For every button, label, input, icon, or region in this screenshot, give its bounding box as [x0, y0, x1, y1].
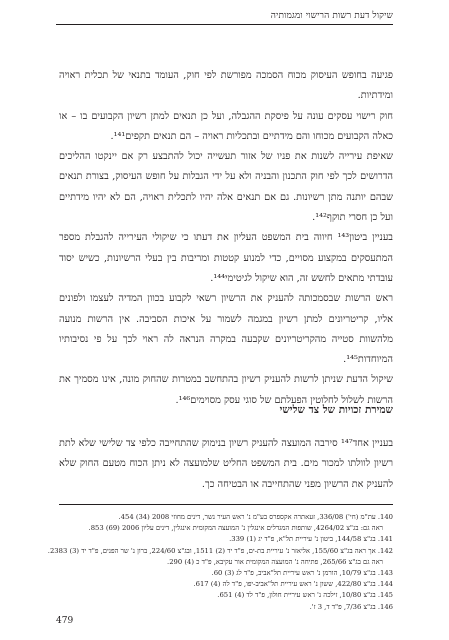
- running-head: שיקול דעת רשות הרישוי ומגמותיה: [270, 11, 393, 21]
- header-rule: [56, 24, 393, 25]
- footnote-rule: [59, 504, 393, 505]
- paragraph: שיקול הדעת שניתן לרשות להעניק רשיון בהתחשב במטרות שהחוק מונה, אינו מסמיך את הרשות לשלול לחלוטין הפעלתם של סוגי עסק מסוימים¹⁴⁶.: [59, 374, 393, 406]
- paragraph: ראש הרשות שבסמכותה להעניק את הרשיון רשאי לקבוע בכוון המדיה לעצמו ולפונים אליו, קריטריונים למתן רשיון במגמה לשמור על איכות הסביבה. אין הרשות מנועה מלהשוות סטייה מהקריטריונים שקבעה במקרה הנראה לה ראוי לכך על פי נסיבותיו המיוחדות¹⁴⁵.: [59, 293, 393, 366]
- footnote: 146. בג"צ 7/36, פ"ד ד, 3 ז'.: [309, 602, 393, 611]
- footnote: ראה גם: בג"צ 4264/02, שותפות המגדלים אינגלין נ' המועצה המקומית אינגלין, דינים עליון 2006 (69) 853.: [88, 524, 383, 533]
- body-text: [59, 66, 393, 411]
- paragraph: בעניין אחד¹⁴⁷ סירבה המועצה להעניק רשיון בנימוק שהתחייבה כלפי צד שלישי שלא לתת רשיון לוולתו למכור מים. בית המשפט החליט שלמועצה לא ניתן הכוח מטעם החוק שלא להעניק את הרשיון מפני שהתחייבה או הבטיחה כך.: [59, 438, 393, 490]
- page-number: 479: [56, 616, 74, 626]
- paragraph: שאיפת עירייה לשנות את פניו של אזור תעשייה יכול להתבצע רק אם יינקטו ההליכים הדרושים לכך לפי חוק התכנון והבניה ולא על ידי הגבלות על חופש העיסוק, בצורת תנאים שבהם יותנה מתן רשיונות. גם אם תנאים אלה יהיו לתכלית ראויה, הם לא יהיו מידתיים ועל כן חסרי תוקף¹⁴².: [59, 151, 393, 224]
- footnote: 140. עת"מ (חי') 336/08, זעאתרה אקספרס בע"מ נ' ראש העיר נשר, דינים מחוזי 2008 (34) 454.: [118, 513, 393, 521]
- footnote: 143. בג"צ 10/79, הורמן נ' ראש עיריית תל"אביב, פ"ד לג (3) 60.: [211, 569, 393, 578]
- footnote: ראה גם בג"צ 265/66, פתיחה נ' המועצה המקומית אור עקיבא, פ"ד כ (4) 290.: [167, 557, 383, 566]
- paragraph: פגיעה בחופש העיסוק מכוח הסמכה מפורשת לפי חוק, העומד בתנאי של תכלית ראויה ומידתיות.: [59, 70, 393, 102]
- footnote: 144. בג"צ 422/80, ששון נ' ראש עיריית תל"אביב-יפו, פ"ד לה (4) 617.: [193, 580, 393, 589]
- footnote: 142. אך ראה בג"צ 155/60, אליאזר נ' עיריית בת-ים, פ"ד יד (2) 1511, ובג"צ 224/60, ברון נ' שר הפנים, פ"ד יד (3) 2383.: [47, 546, 393, 555]
- paragraph: בעניין ביטון¹⁴³ חיווה בית המשפט העליון את דעתו כי שיקולי העירייה להגבלת מספר המתעסקים במקצוע מסויים, כדי למנוע קטטות ומריבות בין בעלי הרשיונות, כשיש יסוד עובדתי מתאים לחשש זה, הוא שיקול לגיטימי¹⁴⁴.: [59, 232, 393, 284]
- footnote: 141. בג"צ 144/58, ביטון נ' עיריית תל"א, פ"ד יג (1) 339.: [229, 535, 393, 544]
- paragraph: חוק רישוי עסקים עונה על פיסקת ההגבלה, ועל כן תנאים למתן רשיון הקבועים בו – או כאלה הקבועים מכוחו והם מידתיים ובתכליות ראויה – הם תנאים תקפים¹⁴¹.: [59, 110, 393, 142]
- section-body: [59, 434, 393, 495]
- section-heading: שמירת זכויות של צד שלישי: [279, 404, 393, 416]
- footnote: 145. בג"צ 10/80, זילכה נ' ראש עיריית חולון, פ"ד לד (4) 651.: [217, 591, 393, 600]
- footnotes: [47, 512, 393, 613]
